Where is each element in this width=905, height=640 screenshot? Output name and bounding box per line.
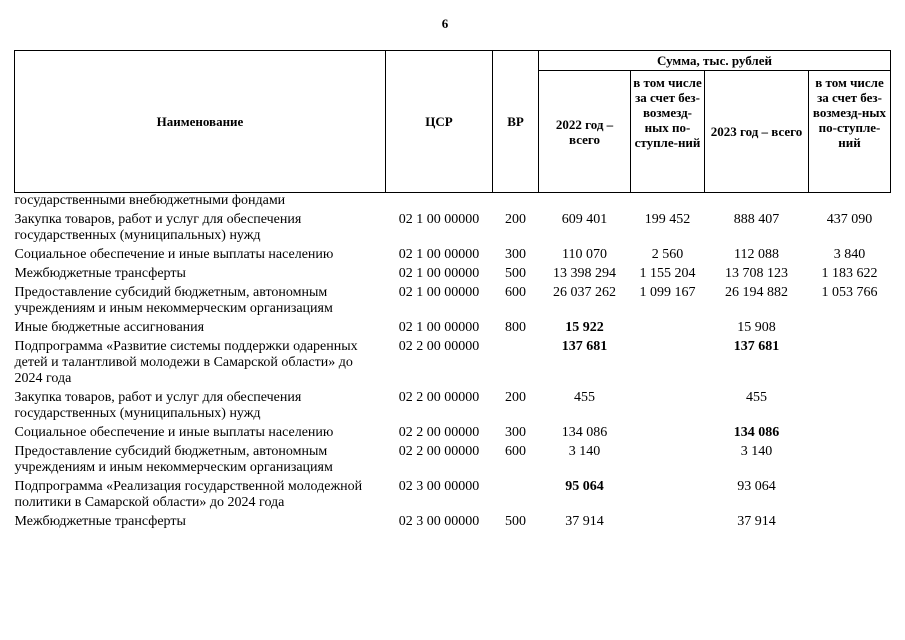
row-2022-donations (631, 390, 705, 425)
row-2022-total: 137 681 (561, 339, 608, 354)
row-vr: 200 (505, 212, 526, 227)
row-vr: 500 (505, 266, 526, 281)
row-vr (493, 339, 539, 390)
row-name: Социальное обеспечение и иные выплаты населению (14, 425, 334, 440)
row-2022-total: 13 398 294 (553, 266, 616, 281)
row-2023-total: 37 914 (737, 514, 776, 529)
row-2023-donations (809, 479, 891, 514)
table-row (15, 247, 891, 266)
row-2023-total (705, 193, 809, 213)
row-2023-donations (809, 320, 891, 339)
row-2022-donations (631, 514, 705, 533)
row-2022-total: 37 914 (565, 514, 604, 529)
table-header (15, 51, 891, 193)
row-2023-donations (809, 193, 891, 213)
row-name: Иные бюджетные ассигнования (14, 320, 205, 335)
row-name: Подпрограмма «Развитие системы поддержки одаренных детей и талантливой молодежи в Самарской области» до 2024 года (14, 339, 358, 386)
row-2023-donations (809, 339, 891, 390)
row-vr: 500 (505, 514, 526, 529)
row-2022-total: 15 922 (565, 320, 604, 335)
row-csr: 02 1 00 00000 (398, 266, 480, 281)
row-vr (493, 479, 539, 514)
row-2022-donations (631, 479, 705, 514)
row-2023-donations: 437 090 (826, 212, 873, 227)
row-csr: 02 3 00 00000 (398, 479, 480, 494)
row-2022-donations: 1 155 204 (639, 266, 696, 281)
row-name: Социальное обеспечение и иные выплаты населению (14, 247, 334, 262)
row-2022-total: 134 086 (561, 425, 608, 440)
header-2022-donations: в том числе за счет без-возмезд-ных по-ступле-ний (631, 71, 705, 193)
row-2022-donations (631, 425, 705, 444)
table-row (15, 339, 891, 390)
row-vr: 300 (505, 247, 526, 262)
row-vr: 600 (505, 444, 526, 459)
row-2022-total: 95 064 (565, 479, 604, 494)
row-2023-donations: 1 053 766 (821, 285, 878, 300)
row-name: Закупка товаров, работ и услуг для обеспечения государственных (муниципальных) нужд (14, 212, 302, 243)
row-2023-total: 3 140 (740, 444, 773, 459)
row-csr: 02 2 00 00000 (398, 425, 480, 440)
row-2023-donations (809, 514, 891, 533)
row-2022-donations (631, 444, 705, 479)
table-row (15, 285, 891, 320)
row-2022-donations: 199 452 (644, 212, 691, 227)
row-csr: 02 2 00 00000 (398, 339, 480, 354)
page-number: 6 (441, 16, 449, 31)
row-2023-total: 15 908 (737, 320, 776, 335)
row-2023-total: 137 681 (733, 339, 780, 354)
row-2022-total: 455 (574, 390, 595, 405)
row-2023-total: 455 (746, 390, 767, 405)
table-row (15, 320, 891, 339)
table-row (15, 479, 891, 514)
row-vr (493, 193, 539, 213)
table-row (15, 425, 891, 444)
row-2023-donations: 1 183 622 (821, 266, 878, 281)
row-2022-donations (631, 193, 705, 213)
table-body (15, 193, 891, 534)
header-2023-total: 2023 год – всего (705, 71, 809, 193)
table-row (15, 514, 891, 533)
row-2022-donations (631, 320, 705, 339)
row-2023-donations (809, 390, 891, 425)
row-name: Межбюджетные трансферты (14, 266, 186, 281)
row-csr: 02 2 00 00000 (398, 444, 480, 459)
row-csr: 02 1 00 00000 (398, 285, 480, 300)
row-name: Межбюджетные трансферты (14, 514, 186, 529)
row-csr (386, 193, 493, 213)
row-2023-donations: 3 840 (833, 247, 866, 262)
table-row (15, 193, 891, 213)
row-name: Подпрограмма «Реализация государственной молодежной политики в Самарской области» до 2024 года (14, 479, 363, 510)
row-2023-total: 112 088 (734, 247, 779, 262)
row-2023-donations (809, 444, 891, 479)
row-2022-total: 609 401 (561, 212, 608, 227)
row-csr: 02 1 00 00000 (398, 247, 480, 262)
header-name: Наименование (15, 51, 386, 193)
row-2023-total: 134 086 (733, 425, 780, 440)
row-name: Предоставление субсидий бюджетным, автономным учреждениям и иным некоммерческим организациям (14, 444, 333, 475)
row-vr: 200 (505, 390, 526, 405)
row-vr: 300 (505, 425, 526, 440)
table-row (15, 212, 891, 247)
row-csr: 02 1 00 00000 (398, 320, 480, 335)
table-row (15, 390, 891, 425)
row-vr: 800 (505, 320, 526, 335)
row-csr: 02 1 00 00000 (398, 212, 480, 227)
row-2022-donations (631, 339, 705, 390)
row-2023-total: 93 064 (737, 479, 776, 494)
row-2022-donations: 2 560 (651, 247, 684, 262)
row-csr: 02 2 00 00000 (398, 390, 480, 405)
row-2022-total: 110 070 (562, 247, 607, 262)
row-2023-donations (809, 425, 891, 444)
header-vr: ВР (493, 51, 539, 193)
row-name: государственными внебюджетными фондами (14, 193, 286, 208)
row-name: Предоставление субсидий бюджетным, автономным учреждениям и иным некоммерческим организациям (14, 285, 333, 316)
row-2022-total (539, 193, 631, 213)
table-row (15, 444, 891, 479)
row-2022-total: 3 140 (568, 444, 601, 459)
table-row (15, 266, 891, 285)
row-vr: 600 (505, 285, 526, 300)
header-2022-total: 2022 год – всего (539, 71, 631, 193)
row-2023-total: 26 194 882 (725, 285, 788, 300)
header-csr: ЦСР (386, 51, 493, 193)
header-2023-donations: в том числе за счет без-возмезд-ных по-ступле-ний (809, 71, 891, 193)
row-csr: 02 3 00 00000 (398, 514, 480, 529)
header-sum-group: Сумма, тыс. рублей (539, 51, 891, 71)
budget-table (14, 50, 891, 533)
row-2023-total: 13 708 123 (725, 266, 788, 281)
row-name: Закупка товаров, работ и услуг для обеспечения государственных (муниципальных) нужд (14, 390, 302, 421)
row-2022-donations: 1 099 167 (639, 285, 696, 300)
row-2022-total: 26 037 262 (553, 285, 616, 300)
row-2023-total: 888 407 (733, 212, 780, 227)
